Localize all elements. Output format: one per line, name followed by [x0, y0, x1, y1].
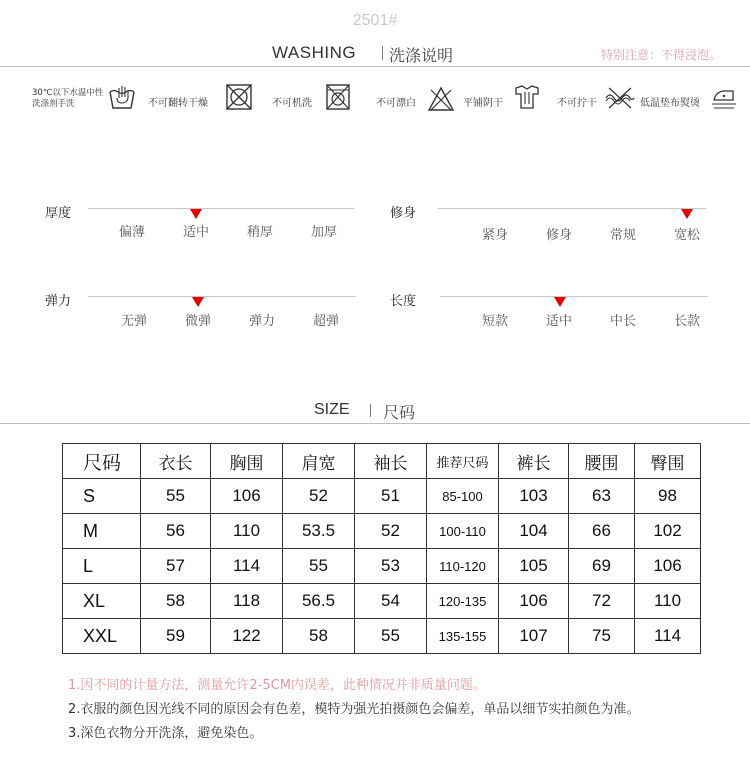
title-separator	[382, 46, 383, 60]
table-cell: 107	[499, 619, 569, 654]
scale-marker-length	[554, 297, 566, 307]
table-cell: 135-155	[427, 619, 499, 654]
flat-dry-shade-icon	[513, 84, 541, 110]
table-cell: 110-120	[427, 549, 499, 584]
care-label-no-machine-wash: 不可机洗	[272, 98, 312, 109]
table-cell: 102	[635, 514, 701, 549]
table-row	[63, 584, 701, 619]
table-cell: 75	[569, 619, 635, 654]
scale-option: 超弹	[312, 314, 339, 329]
scale-marker-fit	[681, 209, 693, 219]
table-cell: 54	[355, 584, 427, 619]
table-header-cell: 肩宽	[283, 444, 355, 479]
scale-option: 中长	[609, 314, 636, 329]
table-cell: 122	[211, 619, 283, 654]
table-cell: 55	[355, 619, 427, 654]
table-cell: 106	[499, 584, 569, 619]
scale-line-thickness	[88, 208, 354, 209]
scale-label-length: 长度	[390, 294, 417, 309]
washing-warning: 特别注意：不得浸泡。	[601, 48, 722, 62]
divider-size	[0, 423, 750, 424]
scale-marker-elasticity	[192, 297, 204, 307]
table-row	[63, 549, 701, 584]
scale-option: 常规	[609, 228, 636, 243]
scale-option: 适中	[182, 225, 209, 240]
table-cell: 106	[211, 479, 283, 514]
table-cell: 110	[211, 514, 283, 549]
scale-option: 微弹	[184, 314, 211, 329]
scale-option: 紧身	[481, 228, 508, 243]
care-label-hand-wash: 30℃以下水温中性洗涤剂手洗	[32, 88, 104, 109]
scale-option: 加厚	[310, 225, 337, 240]
table-cell: 100-110	[427, 514, 499, 549]
note-measurement: 1.因不同的计量方法，测量允许2-5CM内误差，此种情况并非质量问题。	[68, 678, 486, 693]
table-cell: 104	[499, 514, 569, 549]
table-cell: 55	[141, 479, 211, 514]
scale-line-elasticity	[88, 296, 356, 297]
scale-option: 无弹	[120, 314, 147, 329]
table-cell: 110	[635, 584, 701, 619]
scale-option: 稍厚	[246, 225, 273, 240]
note-color: 2.衣服的颜色因光线不同的原因会有色差，模特为强光拍摄颜色会偏差，单品以细节实拍颜色为准。	[68, 702, 640, 717]
table-cell: 63	[569, 479, 635, 514]
table-header-cell: 腰围	[569, 444, 635, 479]
table-cell: 53	[355, 549, 427, 584]
table-cell: 53.5	[283, 514, 355, 549]
size-title-cn: 尺码	[383, 403, 416, 422]
no-machine-wash-icon	[324, 84, 352, 110]
table-header-cell: 臀围	[635, 444, 701, 479]
divider-top	[0, 66, 750, 67]
scale-option: 适中	[545, 314, 572, 329]
table-row	[63, 619, 701, 654]
table-header-cell: 胸围	[211, 444, 283, 479]
no-wring-icon	[604, 85, 636, 111]
table-cell: 114	[211, 549, 283, 584]
scale-option: 长款	[673, 314, 700, 329]
scale-option: 宽松	[673, 228, 700, 243]
care-label-low-iron: 低温垫布熨烫	[640, 98, 700, 109]
table-cell: 120-135	[427, 584, 499, 619]
table-header-cell: 裤长	[499, 444, 569, 479]
table-cell: 55	[283, 549, 355, 584]
table-cell: 56.5	[283, 584, 355, 619]
size-title-separator	[370, 404, 371, 417]
table-cell: 66	[569, 514, 635, 549]
table-cell: 52	[283, 479, 355, 514]
table-cell: 58	[141, 584, 211, 619]
table-cell: 103	[499, 479, 569, 514]
table-header-cell: 推荐尺码	[427, 444, 499, 479]
table-cell: 98	[635, 479, 701, 514]
care-label-no-bleach: 不可漂白	[376, 98, 416, 109]
no-bleach-icon	[427, 86, 455, 112]
table-cell: 57	[141, 549, 211, 584]
table-cell: S	[63, 479, 141, 514]
size-title-en: SIZE	[314, 401, 350, 418]
product-code: 2501#	[352, 12, 398, 29]
size-table	[62, 443, 701, 654]
table-cell: L	[63, 549, 141, 584]
scale-option: 弹力	[248, 314, 275, 329]
table-cell: XL	[63, 584, 141, 619]
table-header-cell: 衣长	[141, 444, 211, 479]
care-label-flat-dry: 平铺阴干	[463, 98, 503, 109]
table-cell: 114	[635, 619, 701, 654]
table-cell: 85-100	[427, 479, 499, 514]
table-header-cell: 袖长	[355, 444, 427, 479]
care-label-no-tumble: 不可翻转干燥	[148, 98, 208, 109]
no-tumble-dry-icon	[225, 84, 253, 110]
scale-option: 偏薄	[118, 225, 145, 240]
scale-label-thickness: 厚度	[45, 206, 72, 221]
table-cell: 106	[635, 549, 701, 584]
table-row	[63, 479, 701, 514]
scale-line-fit	[438, 208, 706, 209]
table-cell: 118	[211, 584, 283, 619]
table-cell: 56	[141, 514, 211, 549]
scale-label-elasticity: 弹力	[45, 294, 72, 309]
table-header-row	[63, 444, 701, 479]
table-header-cell: 尺码	[63, 444, 141, 479]
washing-title-cn: 洗涤说明	[389, 46, 454, 65]
table-cell: 72	[569, 584, 635, 619]
washing-title-en: WASHING	[272, 43, 357, 62]
low-iron-cloth-icon	[711, 86, 737, 112]
scale-marker-thickness	[190, 209, 202, 219]
table-cell: M	[63, 514, 141, 549]
care-label-no-wring: 不可拧干	[557, 98, 597, 109]
table-cell: 105	[499, 549, 569, 584]
table-cell: 69	[569, 549, 635, 584]
table-cell: 51	[355, 479, 427, 514]
scale-option: 修身	[545, 228, 572, 243]
scale-label-fit: 修身	[390, 206, 417, 221]
table-cell: 59	[141, 619, 211, 654]
table-cell: 58	[283, 619, 355, 654]
note-wash: 3.深色衣物分开洗涤，避免染色。	[68, 726, 263, 741]
hand-wash-icon	[108, 84, 136, 110]
scale-option: 短款	[481, 314, 508, 329]
table-cell: XXL	[63, 619, 141, 654]
table-cell: 52	[355, 514, 427, 549]
table-row	[63, 514, 701, 549]
scale-line-length	[440, 296, 708, 297]
